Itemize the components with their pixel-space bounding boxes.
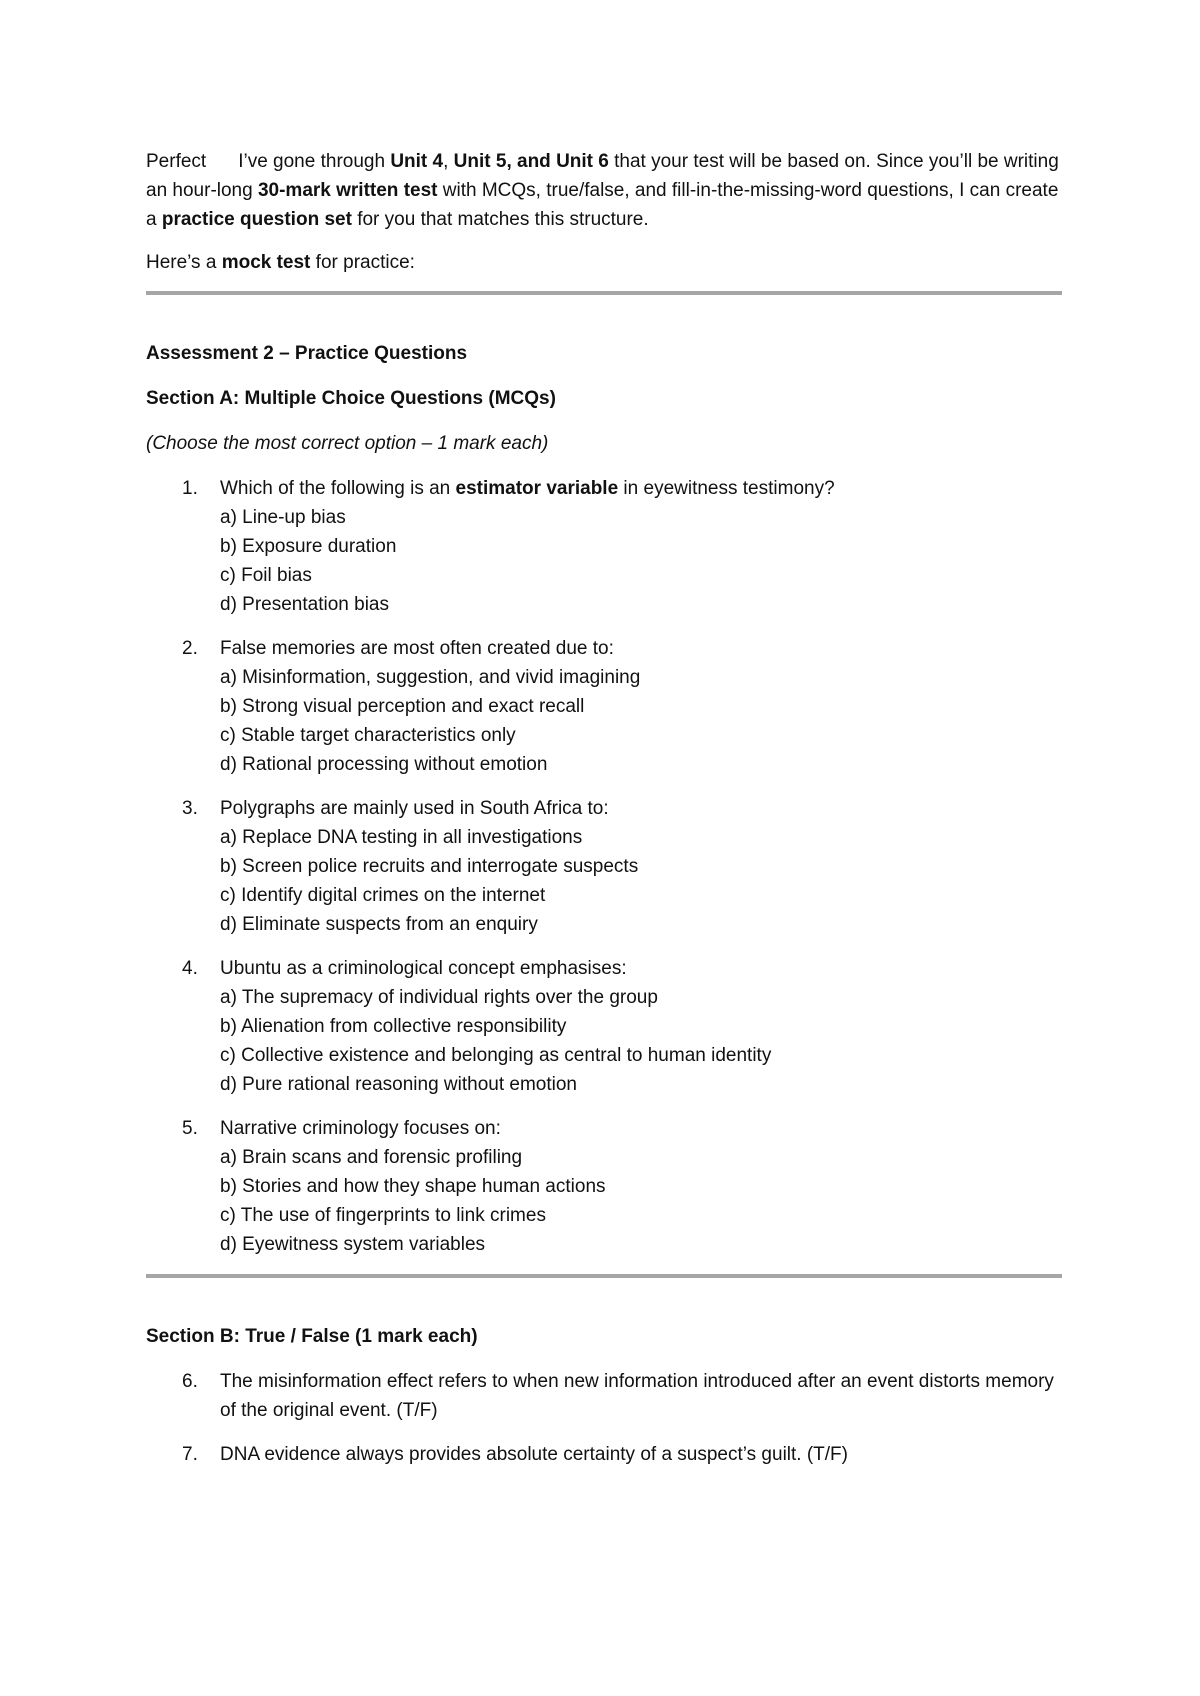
horizontal-rule	[146, 291, 1062, 295]
option-c: c) Identify digital crimes on the internet	[220, 885, 546, 906]
mock-test-line	[146, 248, 1062, 277]
intro-text: for you that matches this structure.	[351, 209, 649, 230]
question-text: Polygraphs are mainly used in South Africa to:	[220, 798, 609, 819]
question-text-part: Which of the following is an	[220, 478, 456, 499]
option-b: b) Screen police recruits and interrogate suspects	[220, 856, 639, 877]
intro-bold: practice question set	[161, 209, 352, 230]
question-text-part: in eyewitness testimony?	[618, 478, 835, 499]
option-d: d) Rational processing without emotion	[220, 754, 548, 775]
horizontal-rule	[146, 1274, 1062, 1278]
question-item	[146, 1367, 1062, 1425]
section-a-note: (Choose the most correct option – 1 mark each)	[146, 433, 549, 454]
option-a: a) Line-up bias	[220, 507, 346, 528]
intro-text: with MCQs, true/false, and fill-in-the-missing-word questions, I can create a	[146, 180, 1059, 230]
option-c: c) Stable target characteristics only	[220, 725, 516, 746]
question-text: Ubuntu as a criminological concept emphasises:	[220, 958, 627, 979]
question-item	[146, 954, 1062, 1099]
question-number: 1.	[182, 478, 198, 499]
question-item	[146, 634, 1062, 779]
option-b: b) Strong visual perception and exact recall	[220, 696, 585, 717]
section-b-questions	[146, 1367, 1062, 1469]
section-a-questions	[146, 474, 1062, 1259]
question-text-bold: estimator variable	[455, 478, 619, 499]
question-number: 4.	[182, 958, 198, 979]
intro-bold: Unit 4	[390, 151, 444, 172]
question-number: 7.	[182, 1444, 198, 1465]
option-b: b) Exposure duration	[220, 536, 397, 557]
option-d: d) Eliminate suspects from an enquiry	[220, 914, 538, 935]
section-b-heading: Section B: True / False (1 mark each)	[146, 1326, 478, 1347]
question-number: 6.	[182, 1371, 198, 1392]
option-b: b) Alienation from collective responsibility	[220, 1016, 567, 1037]
intro-text: that your test will be based on. Since you’ll be writing an hour-long	[146, 151, 1059, 201]
intro-bold: mock test	[221, 252, 311, 273]
question-item	[146, 1440, 1062, 1469]
intro-text: Perfect	[146, 151, 207, 172]
option-b: b) Stories and how they shape human actions	[220, 1176, 606, 1197]
intro-text: ,	[443, 151, 454, 172]
question-item	[146, 794, 1062, 939]
option-d: d) Eyewitness system variables	[220, 1234, 486, 1255]
question-item	[146, 1114, 1062, 1259]
intro-bold: 30-mark written test	[257, 180, 438, 201]
question-text: Narrative criminology focuses on:	[220, 1118, 501, 1139]
intro-text: Here’s a	[146, 252, 222, 273]
assessment-title: Assessment 2 – Practice Questions	[146, 343, 468, 364]
question-number: 2.	[182, 638, 198, 659]
intro-bold: Unit 5, and Unit 6	[453, 151, 609, 172]
option-a: a) The supremacy of individual rights over the group	[220, 987, 658, 1008]
option-d: d) Pure rational reasoning without emotion	[220, 1074, 577, 1095]
question-item	[146, 474, 1062, 619]
option-c: c) The use of fingerprints to link crimes	[220, 1205, 546, 1226]
option-a: a) Brain scans and forensic profiling	[220, 1147, 523, 1168]
question-number: 3.	[182, 798, 198, 819]
question-text	[220, 478, 835, 499]
intro-text: I’ve gone through	[238, 151, 391, 172]
option-a: a) Misinformation, suggestion, and vivid imagining	[220, 667, 641, 688]
option-c: c) Foil bias	[220, 565, 312, 586]
option-c: c) Collective existence and belonging as central to human identity	[220, 1045, 772, 1066]
intro-text: for practice:	[310, 252, 415, 273]
question-text: The misinformation effect refers to when new information introduced after an event distorts memory of the original event. (T/F)	[220, 1371, 1054, 1421]
section-a-heading: Section A: Multiple Choice Questions (MCQs)	[146, 388, 556, 409]
intro-paragraph	[146, 147, 1062, 234]
option-a: a) Replace DNA testing in all investigations	[220, 827, 583, 848]
question-number: 5.	[182, 1118, 198, 1139]
question-text: False memories are most often created due to:	[220, 638, 614, 659]
option-d: d) Presentation bias	[220, 594, 389, 615]
question-text: DNA evidence always provides absolute certainty of a suspect’s guilt. (T/F)	[220, 1444, 848, 1465]
document-page	[146, 147, 1062, 1484]
